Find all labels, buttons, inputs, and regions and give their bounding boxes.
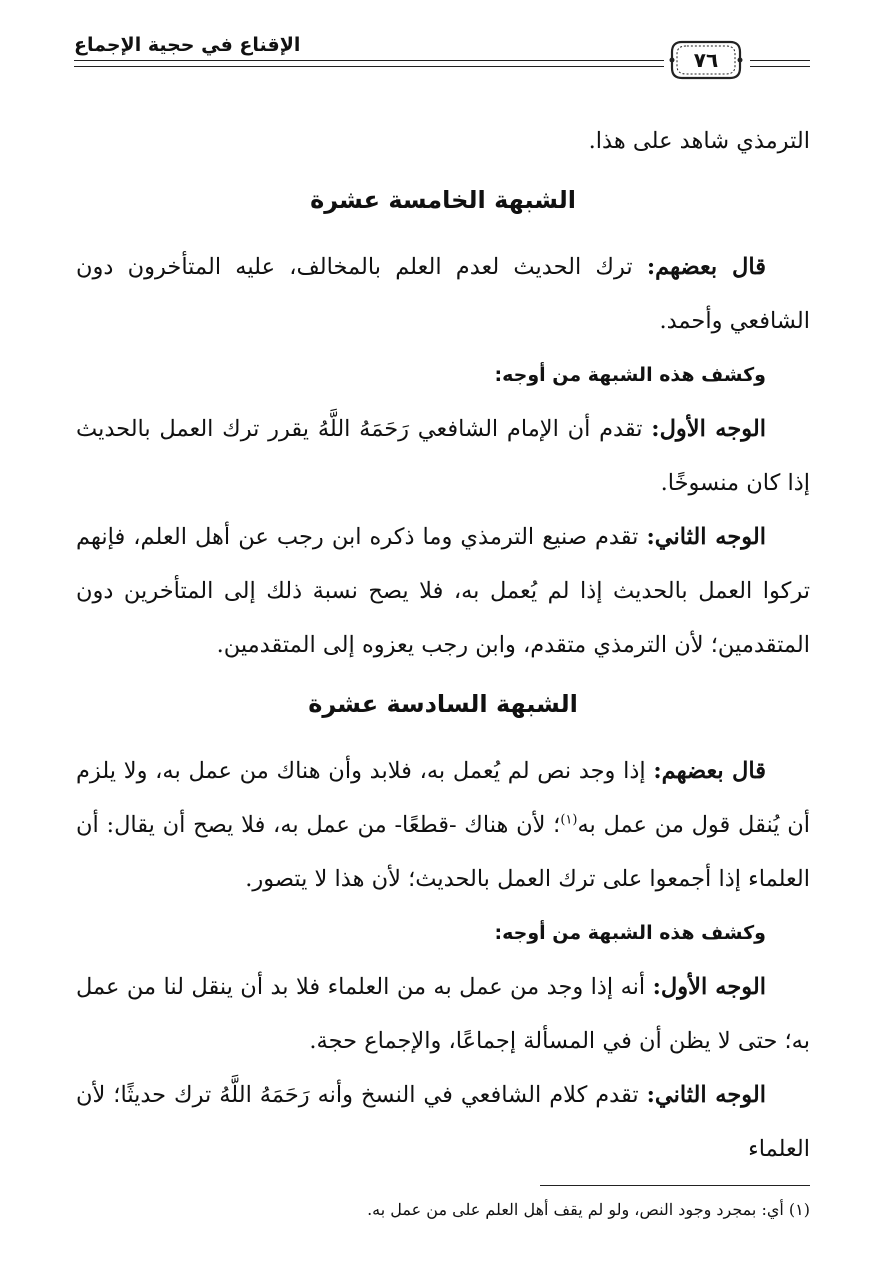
point-text: تقدم أن الإمام الشافعي رَحَمَهُ اللَّهُ يقرر ترك العمل بالحديث إذا كان منسوخًا. (76, 416, 810, 496)
claim-paragraph (76, 240, 810, 348)
point-lead: الوجه الثاني: (646, 1082, 767, 1108)
claim-text: ؛ لأن هناك -قطعًا- من عمل به، فلا يصح أن يقال: أن العلماء إذا أجمعوا على ترك العمل بالحديث؛ لأن هذا لا يتصور. (76, 812, 810, 892)
point-paragraph (76, 510, 810, 672)
point-lead: الوجه الثاني: (646, 524, 767, 550)
point-lead: الوجه الأول: (652, 974, 766, 1000)
point-lead: الوجه الأول: (651, 416, 767, 442)
header-rule-left (74, 60, 664, 67)
footnote-ref[interactable]: (١) (560, 812, 578, 828)
page-number-badge (668, 36, 744, 84)
footnote-separator (540, 1185, 810, 1186)
subheading: وكشف هذه الشبهة من أوجه: (494, 364, 766, 386)
point-text: تقدم صنيع الترمذي وما ذكره ابن رجب عن أهل العلم، فإنهم تركوا العمل بالحديث إذا لم يُعمل به، فلا يصح نسبة ذلك إلى المتأخرين دون المتقدمين؛ لأن الترمذي متقدم، وابن رجب يعزوه إلى المتقدمين. (76, 524, 810, 658)
claim-text: ترك الحديث لعدم العلم بالمخالف، عليه المتأخرون دون الشافعي وأحمد. (76, 254, 810, 334)
footnote: (١) أي: بمجرد وجود النص، ولو لم يقف أهل العلم على من عمل به. (367, 1200, 810, 1219)
claim-text: إذا وجد نص لم يُعمل به، فلابد وأن هناك من عمل به، ولا يلزم أن يُنقل قول من عمل به (76, 758, 811, 838)
claim-paragraph (76, 744, 810, 906)
point-text: تقدم كلام الشافعي في النسخ وأنه رَحَمَهُ اللَّهُ ترك حديثًا؛ لأن العلماء (76, 1082, 810, 1162)
point-text: أنه إذا وجد من عمل به من العلماء فلا بد أن ينقل لنا من عمل به؛ حتى لا يظن أن في المسألة إجماعًا، والإجماع حجة. (76, 974, 810, 1054)
claim-lead: قال بعضهم: (653, 758, 766, 784)
page-number: ٧٦ (693, 48, 719, 72)
header-rule-right (750, 60, 810, 67)
point-paragraph (76, 402, 810, 510)
point-paragraph (76, 960, 810, 1068)
subheading: وكشف هذه الشبهة من أوجه: (494, 922, 766, 944)
point-paragraph (76, 1068, 810, 1176)
intro-line: الترمذي شاهد على هذا. (588, 128, 810, 154)
section-heading: الشبهة السادسة عشرة (308, 690, 578, 718)
book-title: الإقناع في حجية الإجماع (74, 34, 301, 56)
page-header (74, 30, 810, 80)
page-body (76, 114, 810, 1176)
claim-lead: قال بعضهم: (646, 254, 766, 280)
section-heading: الشبهة الخامسة عشرة (310, 186, 576, 214)
